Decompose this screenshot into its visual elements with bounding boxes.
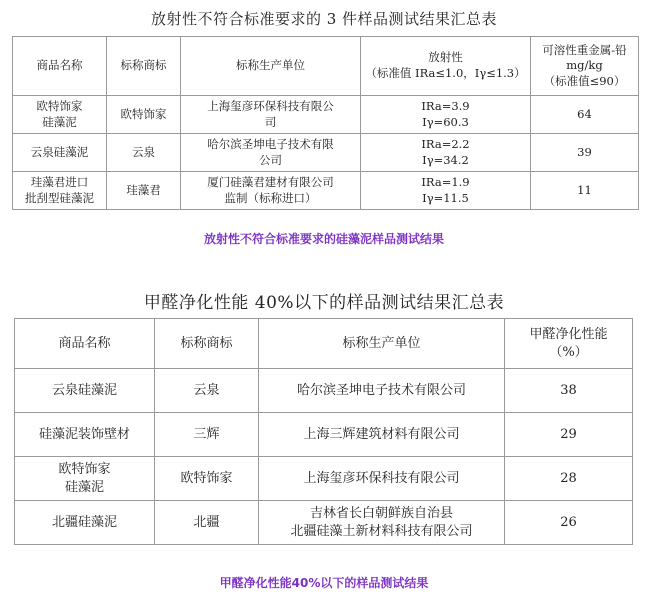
table-row — [15, 457, 633, 501]
header-rad-line2: （标准值 IRa≤1.0，Iγ≤1.3） — [365, 66, 526, 80]
header-perf-line1: 甲醛净化性能 — [529, 326, 608, 342]
cell-brand: 三辉 — [155, 413, 259, 457]
cell-ira: IRa=2.2 — [421, 136, 470, 151]
table-row — [13, 134, 639, 172]
cell-maker-line2: 北疆硅藻土新材料科技有限公司 — [290, 523, 473, 539]
header-heavy-line1: 可溶性重金属-铅 — [542, 42, 627, 57]
cell-ig: Iγ=11.5 — [422, 190, 469, 205]
cell-ira: IRa=3.9 — [421, 98, 470, 113]
header-maker: 标称生产单位 — [259, 319, 505, 369]
cell-maker-line1: 厦门硅藻君建材有限公司 — [207, 174, 334, 189]
table2-title: 甲醛净化性能 40%以下的样品测试结果汇总表 — [143, 293, 505, 313]
cell-radioactivity — [361, 96, 531, 134]
cell-brand: 北疆 — [155, 501, 259, 545]
cell-name: 硅藻泥装饰壁材 — [15, 413, 155, 457]
cell-name-line2: 硅藻泥 — [64, 479, 104, 495]
cell-perf: 29 — [505, 413, 633, 457]
cell-brand: 欧特饰家 — [155, 457, 259, 501]
table-row — [15, 369, 633, 413]
header-formaldehyde — [505, 319, 633, 369]
cell-name-line2: 硅藻泥 — [42, 114, 77, 129]
cell-lead: 39 — [531, 134, 639, 172]
header-name: 商品名称 — [15, 319, 155, 369]
cell-name-line1: 欧特饰家 — [58, 461, 111, 477]
cell-radioactivity — [361, 134, 531, 172]
cell-maker: 上海玺彦环保科技有限公司 — [259, 457, 505, 501]
header-heavy-metal — [531, 37, 639, 96]
cell-perf: 26 — [505, 501, 633, 545]
header-brand: 标称商标 — [155, 319, 259, 369]
cell-name-line1: 云泉硅藻泥 — [30, 144, 89, 159]
table1-title: 放射性不符合标准要求的 3 件样品测试结果汇总表 — [150, 10, 498, 28]
cell-maker: 上海三辉建筑材料有限公司 — [259, 413, 505, 457]
cell-maker-line1: 哈尔滨圣坤电子技术有限 — [207, 136, 334, 151]
cell-ig: Iγ=60.3 — [422, 114, 469, 129]
cell-maker — [259, 501, 505, 545]
header-maker: 标称生产单位 — [181, 37, 361, 96]
cell-radioactivity — [361, 172, 531, 210]
cell-maker-line2: 司 — [264, 114, 277, 129]
cell-name: 北疆硅藻泥 — [15, 501, 155, 545]
cell-ira: IRa=1.9 — [421, 174, 470, 189]
cell-brand: 欧特饰家 — [107, 96, 181, 134]
cell-name-line2: 批刮型硅藻泥 — [25, 190, 94, 205]
table1-caption: 放射性不符合标准要求的硅藻泥样品测试结果 — [203, 232, 444, 246]
cell-brand: 珪藻君 — [107, 172, 181, 210]
table-header-row — [13, 37, 639, 96]
table-header-row — [15, 319, 633, 369]
cell-name-line1: 珪藻君进口 — [30, 174, 89, 189]
cell-maker-line1: 上海玺彦环保科技有限公 — [207, 98, 334, 113]
cell-maker: 哈尔滨圣坤电子技术有限公司 — [259, 369, 505, 413]
cell-name — [13, 96, 107, 134]
table2-caption: 甲醛净化性能40%以下的样品测试结果 — [219, 576, 429, 590]
cell-brand: 云泉 — [155, 369, 259, 413]
cell-maker-line1: 吉林省长白朝鲜族自治县 — [309, 505, 453, 521]
table-row — [15, 501, 633, 545]
cell-name — [13, 134, 107, 172]
header-heavy-line2: mg/kg — [566, 58, 603, 73]
cell-lead: 11 — [531, 172, 639, 210]
header-brand: 标称商标 — [107, 37, 181, 96]
cell-maker — [181, 96, 361, 134]
radioactivity-table — [12, 36, 639, 210]
header-perf-line2: （%） — [549, 344, 588, 360]
cell-maker — [181, 172, 361, 210]
cell-perf: 38 — [505, 369, 633, 413]
header-radioactivity — [361, 37, 531, 96]
cell-maker — [181, 134, 361, 172]
header-name: 商品名称 — [13, 37, 107, 96]
header-rad-line1: 放射性 — [428, 50, 463, 65]
cell-brand: 云泉 — [107, 134, 181, 172]
cell-maker-line2: 监制（标称进口） — [224, 190, 317, 205]
cell-name — [15, 457, 155, 501]
table-row — [13, 96, 639, 134]
cell-name-line1: 欧特饰家 — [36, 98, 83, 113]
cell-maker-line2: 公司 — [259, 152, 282, 167]
cell-lead: 64 — [531, 96, 639, 134]
header-heavy-line3: （标准值≤90） — [543, 73, 626, 88]
cell-name: 云泉硅藻泥 — [15, 369, 155, 413]
table-row — [15, 413, 633, 457]
cell-name — [13, 172, 107, 210]
cell-perf: 28 — [505, 457, 633, 501]
formaldehyde-table — [14, 318, 633, 545]
table-row — [13, 172, 639, 210]
cell-ig: Iγ=34.2 — [422, 152, 469, 167]
